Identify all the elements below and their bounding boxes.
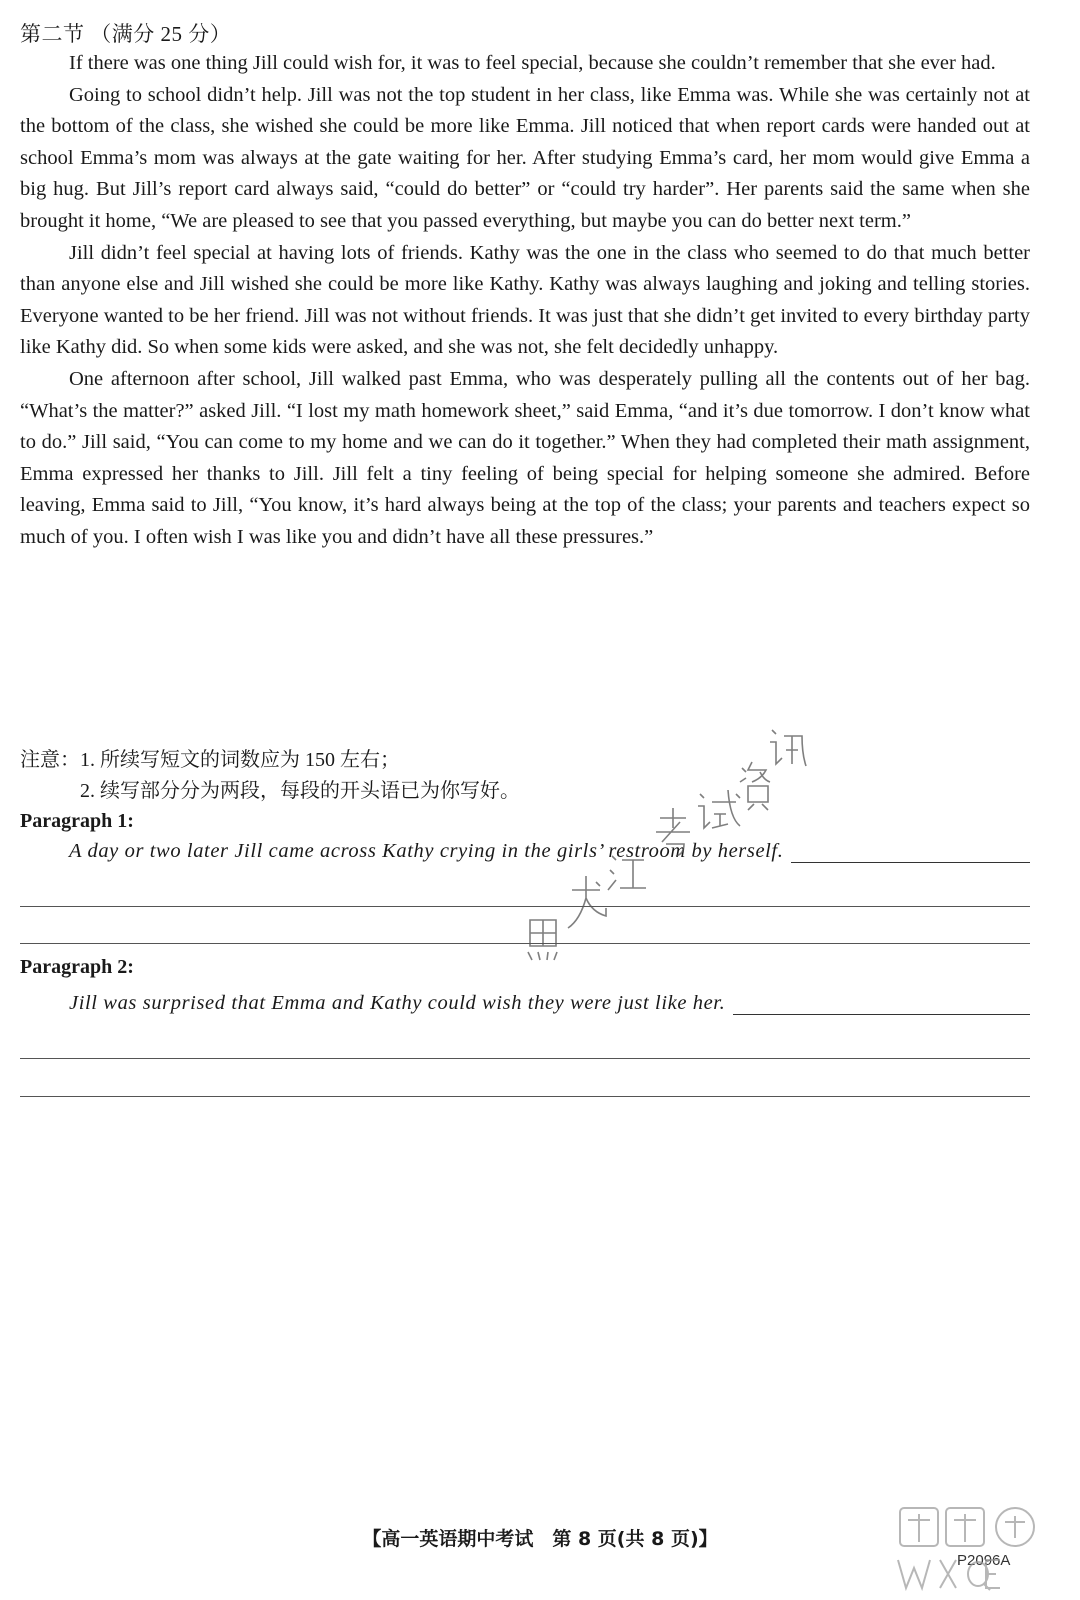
reading-passage	[20, 48, 1030, 554]
paragraph-2-opening	[69, 992, 1030, 1015]
note-line-1: 注意：1. 所续写短文的词数应为 150 左右；	[20, 749, 400, 771]
answer-blank[interactable]	[791, 842, 1030, 863]
paragraph-2-opening-text: Jill was surprised that Emma and Kathy could wish they were just like her.	[69, 992, 726, 1014]
passage-paragraph: Jill didn’t feel special at having lots of friends. Kathy was the one in the class who seemed to do that much better than anyone else and Jill wished she could be more like Kathy. Kathy was always laughing and joking and telling stories. Everyone wanted to be her friend. Jill was not without friends. It was just that she didn’t get invited to every birthday party like Kathy did. So when some kids were asked, and she was not, she felt decidedly unhappy.	[20, 241, 1030, 359]
passage-paragraph: If there was one thing Jill could wish for, it was to feel special, because she couldn’t remember that she ever had.	[69, 52, 996, 74]
paragraph-1-opening-text: A day or two later Jill came across Kathy crying in the girls’ restroom by herself.	[69, 840, 784, 862]
instructions-notes	[20, 745, 520, 807]
paper-code: P2096A	[957, 1552, 1011, 1569]
answer-blank[interactable]	[733, 994, 1030, 1015]
site-logo-watermark	[880, 1500, 1080, 1600]
paragraph-2-label: Paragraph 2:	[20, 956, 134, 978]
passage-paragraph: One afternoon after school, Jill walked past Emma, who was desperately pulling all the contents out of her bag. “What’s the matter?” asked Jill. “I lost my math homework sheet,” said Emma, “and it’s due tomorrow. I don’t know what to do.” Jill said, “You can come to my home and we can do it together.” When they had completed their math assignment, Emma expressed her thanks to Jill. Jill felt a tiny feeling of being special for helping someone she admired. Before leaving, Emma said to Jill, “You know, it’s hard always being at the top of the class; your parents and teachers expect so much of you. I often wish I was like you and didn’t have all these pressures.”	[20, 367, 1030, 548]
watermark-stamp	[510, 690, 810, 970]
section-title: 第二节 （满分 25 分）	[20, 22, 232, 46]
writing-line[interactable]	[20, 1096, 1030, 1097]
page-footer: 【高一英语期中考试 第 8 页(共 8 页)】	[362, 1528, 718, 1550]
writing-line[interactable]	[20, 1058, 1030, 1059]
passage-paragraph: Going to school didn’t help. Jill was not the top student in her class, like Emma was. While she was certainly not at the bottom of the class, she wished she could be more like Emma. Jill noticed that when report cards were handed out at school Emma’s mom was always at the gate waiting for her. After studying Emma’s card, her mom would give Emma a big hug. But Jill’s report card always said, “could do better” or “could try harder”. Her parents said the same when she brought it home, “We are pleased to see that you passed everything, but maybe you can do better next term.”	[20, 83, 1030, 232]
note-line-2: 2. 续写部分分为两段，每段的开头语已为你写好。	[80, 780, 520, 802]
paragraph-1-label: Paragraph 1:	[20, 810, 134, 832]
